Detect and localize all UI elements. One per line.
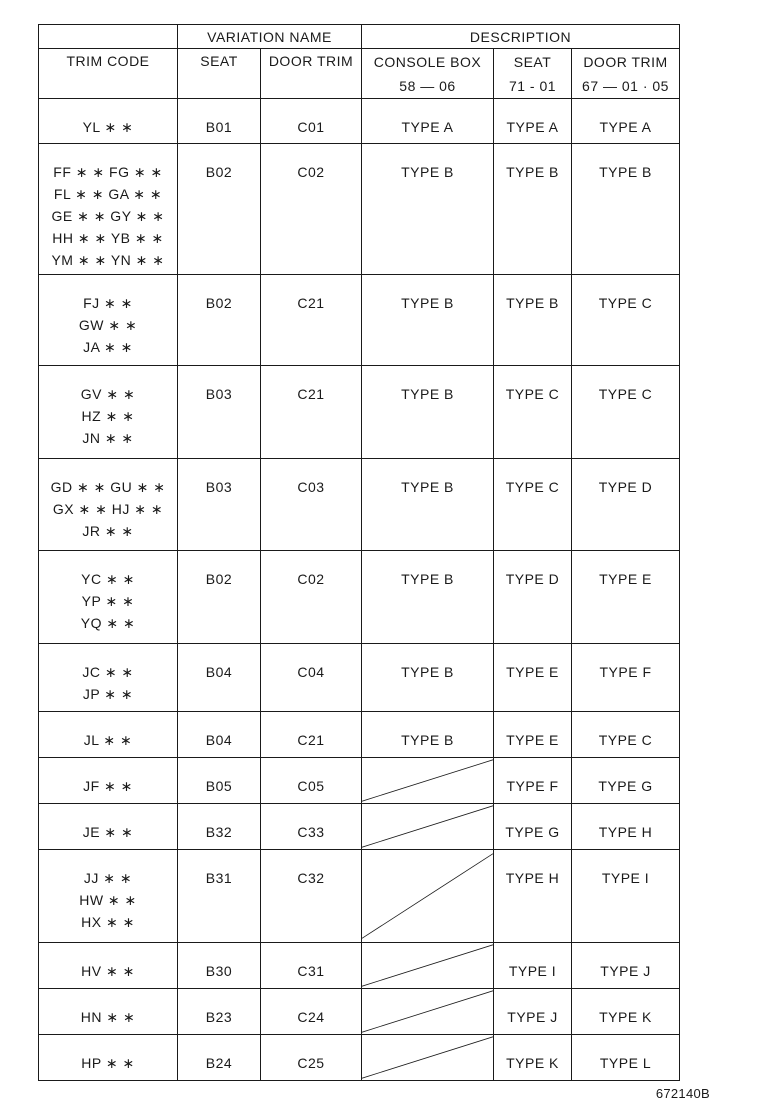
desc-seat-value: TYPE I (508, 963, 557, 979)
door-trim-value: C05 (297, 778, 325, 794)
trim-code: JN ∗ ∗ (82, 430, 134, 446)
trim-code: JF ∗ ∗ (83, 778, 133, 794)
trim-code-list (39, 989, 177, 1028)
console-box-cell (362, 275, 494, 366)
trim-code: JJ ∗ ∗ (83, 870, 133, 886)
console-box-cell (362, 644, 494, 712)
trim-code-list (39, 804, 177, 843)
seat-value: B30 (205, 963, 233, 979)
seat-value: B01 (205, 119, 233, 135)
header-description: DESCRIPTION (362, 25, 680, 49)
figure-number: 672140B (655, 1086, 710, 1101)
trim-code: YC ∗ ∗ (81, 571, 135, 587)
door-trim-value: C02 (297, 571, 325, 587)
desc-door-trim-value: TYPE G (598, 778, 653, 794)
trim-code: HV ∗ ∗ (81, 963, 135, 979)
desc-seat-value: TYPE E (506, 664, 559, 680)
console-box-cell (362, 99, 494, 144)
desc-door-trim-value: TYPE J (600, 963, 651, 979)
desc-seat-cell (494, 712, 572, 758)
not-applicable-slash (362, 1035, 493, 1080)
seat-value: B32 (205, 824, 233, 840)
trim-code-cell (39, 1035, 178, 1081)
door-trim-cell (261, 99, 362, 144)
console-box-value: TYPE B (401, 295, 454, 311)
table-row (39, 850, 680, 943)
desc-seat-cell (494, 943, 572, 989)
trim-code: YM ∗ ∗ YN ∗ ∗ (51, 252, 165, 268)
trim-code: FF ∗ ∗ FG ∗ ∗ (53, 164, 163, 180)
desc-seat-cell (494, 644, 572, 712)
desc-door-trim-cell (572, 275, 680, 366)
table-row (39, 943, 680, 989)
desc-seat-value: TYPE B (506, 295, 559, 311)
desc-seat-cell (494, 144, 572, 275)
trim-code-cell (39, 989, 178, 1035)
door-trim-value: C32 (297, 870, 325, 886)
seat-value: B23 (205, 1009, 233, 1025)
door-trim-cell (261, 551, 362, 644)
door-trim-cell (261, 850, 362, 943)
desc-seat-value: TYPE B (506, 164, 559, 180)
console-box-value: TYPE B (401, 571, 454, 587)
table-row (39, 275, 680, 366)
table-row (39, 551, 680, 644)
console-box-value: TYPE B (401, 164, 454, 180)
trim-code: GX ∗ ∗ HJ ∗ ∗ (52, 501, 164, 517)
trim-code-cell (39, 551, 178, 644)
seat-cell (178, 99, 261, 144)
console-box-cell (362, 551, 494, 644)
trim-code-list (39, 551, 177, 634)
header-blank (39, 25, 178, 49)
seat-cell (178, 989, 261, 1035)
console-box-value: TYPE A (401, 119, 454, 135)
trim-code-list (39, 1035, 177, 1074)
header-desc-door-trim-label: DOOR TRIM (583, 53, 668, 70)
trim-code: HW ∗ ∗ (79, 892, 137, 908)
desc-door-trim-cell (572, 366, 680, 459)
console-box-cell (362, 1035, 494, 1081)
header-desc-seat-part: 71 - 01 (508, 77, 557, 94)
console-box-value: TYPE B (401, 386, 454, 402)
desc-door-trim-value: TYPE E (599, 571, 652, 587)
desc-seat-value: TYPE K (506, 1055, 559, 1071)
desc-seat-value: TYPE J (507, 1009, 558, 1025)
desc-seat-cell (494, 989, 572, 1035)
door-trim-value: C03 (297, 479, 325, 495)
desc-door-trim-cell (572, 459, 680, 551)
desc-door-trim-cell (572, 712, 680, 758)
desc-door-trim-value: TYPE I (601, 870, 650, 886)
seat-value: B24 (205, 1055, 233, 1071)
door-trim-cell (261, 644, 362, 712)
table-row (39, 804, 680, 850)
trim-code: JP ∗ ∗ (82, 686, 134, 702)
table-row (39, 366, 680, 459)
desc-seat-value: TYPE E (506, 732, 559, 748)
trim-code: GV ∗ ∗ (80, 386, 136, 402)
trim-code: JA ∗ ∗ (83, 339, 133, 355)
not-applicable-slash (362, 758, 493, 803)
header-variation-name: VARIATION NAME (178, 25, 362, 49)
console-box-cell (362, 144, 494, 275)
trim-code: JR ∗ ∗ (82, 523, 134, 539)
seat-cell (178, 459, 261, 551)
desc-seat-value: TYPE A (506, 119, 559, 135)
console-box-cell (362, 943, 494, 989)
trim-code-list (39, 275, 177, 358)
trim-code: HN ∗ ∗ (80, 1009, 136, 1025)
trim-code: YQ ∗ ∗ (80, 615, 136, 631)
header-door-trim-label: DOOR TRIM (268, 53, 354, 69)
trim-code: YP ∗ ∗ (81, 593, 135, 609)
trim-code-list (39, 144, 177, 271)
table-row (39, 99, 680, 144)
trim-code-cell (39, 275, 178, 366)
desc-door-trim-cell (572, 758, 680, 804)
door-trim-cell (261, 366, 362, 459)
table-row (39, 644, 680, 712)
console-box-cell (362, 804, 494, 850)
table-row (39, 712, 680, 758)
seat-cell (178, 275, 261, 366)
door-trim-value: C02 (297, 164, 325, 180)
desc-door-trim-cell (572, 644, 680, 712)
trim-code: HP ∗ ∗ (81, 1055, 135, 1071)
desc-seat-value: TYPE G (505, 824, 560, 840)
trim-code-cell (39, 459, 178, 551)
trim-code-list (39, 99, 177, 138)
trim-code-cell (39, 644, 178, 712)
trim-code: FL ∗ ∗ GA ∗ ∗ (53, 186, 163, 202)
door-trim-cell (261, 1035, 362, 1081)
seat-cell (178, 551, 261, 644)
trim-code: HZ ∗ ∗ (81, 408, 135, 424)
header-door-trim (261, 49, 362, 99)
seat-value: B05 (205, 778, 233, 794)
trim-code-cell (39, 144, 178, 275)
table-row (39, 459, 680, 551)
desc-door-trim-cell (572, 850, 680, 943)
door-trim-cell (261, 459, 362, 551)
console-box-value: TYPE B (401, 479, 454, 495)
not-applicable-slash (362, 804, 493, 849)
seat-value: B02 (205, 164, 233, 180)
seat-cell (178, 366, 261, 459)
door-trim-value: C01 (297, 119, 325, 135)
trim-code-cell (39, 99, 178, 144)
desc-seat-cell (494, 758, 572, 804)
seat-cell (178, 712, 261, 758)
door-trim-value: C25 (297, 1055, 325, 1071)
trim-code-cell (39, 850, 178, 943)
door-trim-value: C21 (297, 295, 325, 311)
trim-code-cell (39, 712, 178, 758)
desc-seat-cell (494, 275, 572, 366)
desc-door-trim-value: TYPE A (599, 119, 652, 135)
trim-code-cell (39, 804, 178, 850)
desc-seat-cell (494, 366, 572, 459)
door-trim-value: C21 (297, 732, 325, 748)
desc-door-trim-cell (572, 989, 680, 1035)
desc-door-trim-cell (572, 551, 680, 644)
not-applicable-slash (362, 989, 493, 1034)
trim-code: HX ∗ ∗ (81, 914, 135, 930)
header-seat-label: SEAT (200, 53, 238, 69)
trim-code: GD ∗ ∗ GU ∗ ∗ (50, 479, 166, 495)
door-trim-value: C21 (297, 386, 325, 402)
table-row (39, 758, 680, 804)
trim-code-list (39, 943, 177, 982)
desc-door-trim-value: TYPE D (598, 479, 653, 495)
desc-door-trim-cell (572, 1035, 680, 1081)
console-box-cell (362, 989, 494, 1035)
seat-cell (178, 144, 261, 275)
trim-code-cell (39, 943, 178, 989)
desc-door-trim-value: TYPE F (599, 664, 652, 680)
trim-code-list (39, 459, 177, 542)
seat-cell (178, 758, 261, 804)
desc-door-trim-cell (572, 99, 680, 144)
trim-code: YL ∗ ∗ (82, 119, 134, 135)
trim-code-list (39, 366, 177, 449)
header-console-box (362, 49, 494, 99)
table-body (39, 99, 680, 1081)
table-row (39, 989, 680, 1035)
desc-seat-cell (494, 551, 572, 644)
trim-code: HH ∗ ∗ YB ∗ ∗ (52, 230, 164, 246)
trim-code: JE ∗ ∗ (82, 824, 134, 840)
desc-seat-cell (494, 459, 572, 551)
desc-seat-value: TYPE D (505, 571, 560, 587)
desc-door-trim-cell (572, 943, 680, 989)
desc-seat-cell (494, 850, 572, 943)
seat-cell (178, 644, 261, 712)
door-trim-cell (261, 943, 362, 989)
console-box-value: TYPE B (401, 732, 454, 748)
console-box-cell (362, 366, 494, 459)
desc-seat-cell (494, 99, 572, 144)
header-desc-seat-label: SEAT (513, 53, 552, 70)
door-trim-cell (261, 144, 362, 275)
console-box-cell (362, 758, 494, 804)
console-box-cell (362, 850, 494, 943)
seat-value: B04 (205, 732, 233, 748)
desc-door-trim-cell (572, 144, 680, 275)
trim-code: JL ∗ ∗ (83, 732, 133, 748)
door-trim-value: C04 (297, 664, 325, 680)
header-trim-code (39, 49, 178, 99)
header-desc-seat (494, 49, 572, 99)
trim-code: FJ ∗ ∗ (83, 295, 133, 311)
seat-value: B02 (205, 295, 233, 311)
door-trim-cell (261, 758, 362, 804)
trim-code-list (39, 850, 177, 933)
trim-code-cell (39, 366, 178, 459)
seat-cell (178, 943, 261, 989)
seat-cell (178, 1035, 261, 1081)
table-row (39, 1035, 680, 1081)
door-trim-cell (261, 712, 362, 758)
desc-door-trim-value: TYPE C (598, 386, 653, 402)
console-box-value: TYPE B (401, 664, 454, 680)
desc-door-trim-value: TYPE C (598, 295, 653, 311)
header-desc-door-trim-part: 67 — 01 · 05 (582, 77, 669, 94)
console-box-cell (362, 459, 494, 551)
header-trim-code-label: TRIM CODE (66, 53, 150, 69)
desc-seat-value: TYPE F (506, 778, 559, 794)
trim-code: GE ∗ ∗ GY ∗ ∗ (51, 208, 165, 224)
seat-value: B03 (205, 386, 233, 402)
trim-code-list (39, 758, 177, 797)
seat-cell (178, 804, 261, 850)
seat-cell (178, 850, 261, 943)
door-trim-cell (261, 989, 362, 1035)
header-console-box-label: CONSOLE BOX (373, 53, 482, 70)
desc-door-trim-value: TYPE H (598, 824, 653, 840)
not-applicable-slash (362, 850, 493, 942)
not-applicable-slash (362, 943, 493, 988)
seat-value: B02 (205, 571, 233, 587)
desc-door-trim-cell (572, 804, 680, 850)
desc-door-trim-value: TYPE K (599, 1009, 652, 1025)
seat-value: B31 (205, 870, 233, 886)
seat-value: B03 (205, 479, 233, 495)
console-box-cell (362, 712, 494, 758)
header-seat (178, 49, 261, 99)
desc-seat-cell (494, 1035, 572, 1081)
door-trim-value: C24 (297, 1009, 325, 1025)
desc-door-trim-value: TYPE C (598, 732, 653, 748)
trim-code-list (39, 644, 177, 705)
desc-seat-value: TYPE C (505, 386, 560, 402)
desc-door-trim-value: TYPE L (599, 1055, 652, 1071)
desc-seat-value: TYPE C (505, 479, 560, 495)
header-console-box-part: 58 — 06 (399, 77, 456, 94)
desc-seat-value: TYPE H (505, 870, 560, 886)
table-row (39, 144, 680, 275)
desc-seat-cell (494, 804, 572, 850)
door-trim-cell (261, 275, 362, 366)
seat-value: B04 (205, 664, 233, 680)
door-trim-cell (261, 804, 362, 850)
header-desc-door-trim (572, 49, 680, 99)
trim-code: GW ∗ ∗ (78, 317, 138, 333)
trim-code: JC ∗ ∗ (82, 664, 134, 680)
door-trim-value: C31 (297, 963, 325, 979)
door-trim-value: C33 (297, 824, 325, 840)
desc-door-trim-value: TYPE B (599, 164, 652, 180)
trim-code-list (39, 712, 177, 751)
trim-variation-table (38, 24, 680, 1081)
trim-code-cell (39, 758, 178, 804)
